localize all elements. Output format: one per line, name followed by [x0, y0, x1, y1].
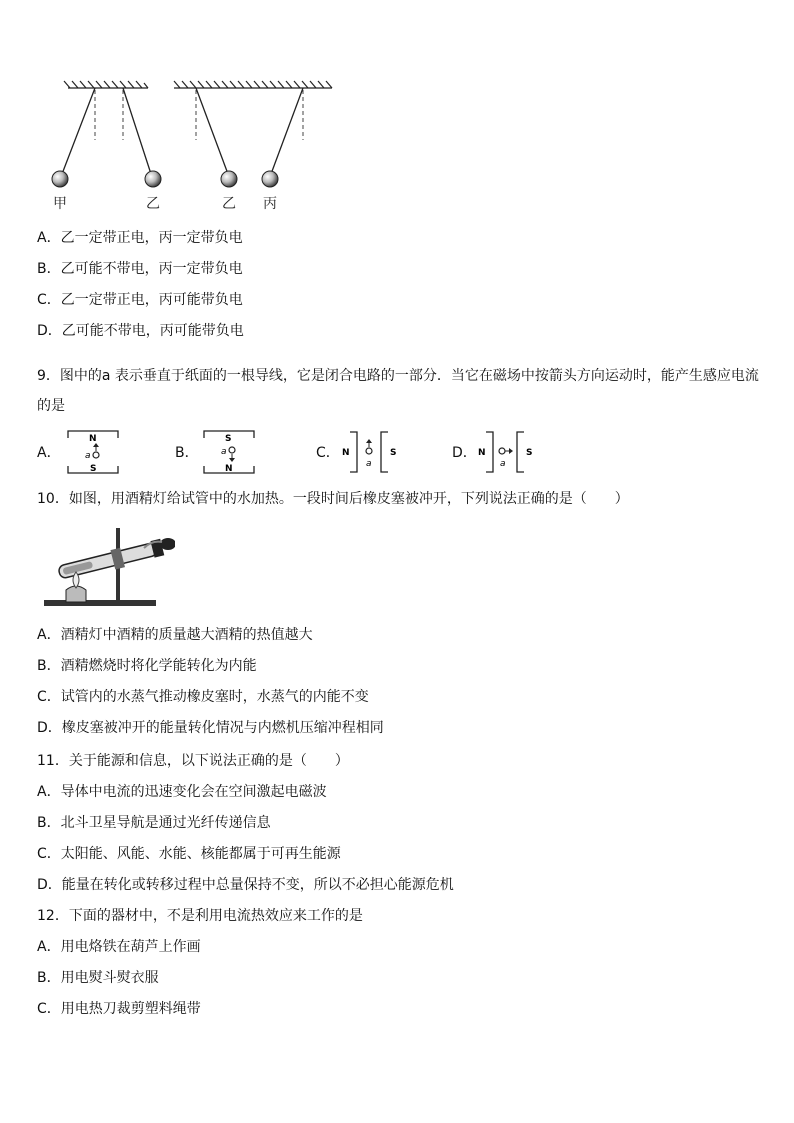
- q9-b-top-pole: S: [225, 434, 232, 444]
- ceiling-right: [174, 81, 332, 88]
- q9-c-right-pole: S: [390, 448, 397, 458]
- ceiling-left: [64, 81, 148, 88]
- alcohol-lamp-test-tube-figure: [40, 522, 175, 612]
- q9-a-wire: a: [85, 451, 91, 461]
- ball-bing: [262, 171, 278, 187]
- q8-option-c[interactable]: C．乙一定带正电，丙可能带负电: [37, 292, 243, 308]
- label-bing: 丙: [263, 196, 277, 212]
- ball-yi-left: [145, 171, 161, 187]
- q8-option-d[interactable]: D．乙可能不带电，丙可能带负电: [37, 323, 244, 339]
- q9-a-top-pole: N: [89, 434, 97, 444]
- q12-option-b[interactable]: B．用电熨斗熨衣服: [37, 970, 159, 986]
- q11-option-c[interactable]: C．太阳能、风能、水能、核能都属于可再生能源: [37, 846, 341, 862]
- q9-stem-cont: 的是: [37, 398, 65, 414]
- q9-b-bottom-pole: N: [225, 464, 233, 474]
- q10-stem: 10．如图，用酒精灯给试管中的水加热。一段时间后橡皮塞被冲开，下列说法正确的是（ ）: [37, 491, 629, 507]
- q9-stem: 9．图中的a 表示垂直于纸面的一根导线，它是闭合电路的一部分．当它在磁场中按箭头方向运动时，能产生感应电流: [37, 368, 759, 384]
- q12-option-c[interactable]: C．用电热刀裁剪塑料绳带: [37, 1001, 201, 1017]
- q9-option-b-figure: [198, 426, 278, 478]
- ball-yi-right: [221, 171, 237, 187]
- q8-option-b[interactable]: B．乙可能不带电，丙一定带负电: [37, 261, 243, 277]
- q9-d-right-pole: S: [526, 448, 533, 458]
- q10-option-c[interactable]: C．试管内的水蒸气推动橡皮塞时，水蒸气的内能不变: [37, 689, 369, 705]
- ball-jia: [52, 171, 68, 187]
- q9-d-left-pole: N: [478, 448, 486, 458]
- q9-option-c-figure: [338, 426, 408, 478]
- pendulum-figure: [50, 78, 350, 218]
- q9-option-b-label[interactable]: B．: [175, 445, 199, 461]
- q11-option-d[interactable]: D．能量在转化或转移过程中总量保持不变，所以不必担心能源危机: [37, 877, 454, 893]
- label-jia: 甲: [53, 196, 67, 212]
- q9-option-d-label[interactable]: D．: [452, 445, 477, 461]
- strings: [62, 88, 303, 174]
- q9-d-wire: a: [500, 459, 506, 469]
- q9-option-a-figure: [62, 426, 142, 478]
- q9-b-wire: a: [221, 447, 227, 457]
- q10-option-b[interactable]: B．酒精燃烧时将化学能转化为内能: [37, 658, 257, 674]
- q12-stem: 12．下面的器材中，不是利用电流热效应来工作的是: [37, 908, 363, 924]
- q10-option-d[interactable]: D．橡皮塞被冲开的能量转化情况与内燃机压缩冲程相同: [37, 720, 384, 736]
- q8-option-a[interactable]: A．乙一定带正电，丙一定带负电: [37, 230, 243, 246]
- q11-stem: 11．关于能源和信息，以下说法正确的是（ ）: [37, 753, 349, 769]
- q9-c-wire: a: [366, 459, 372, 469]
- q9-option-d-figure: [474, 426, 544, 478]
- label-yi-right: 乙: [222, 196, 236, 212]
- q9-a-bottom-pole: S: [90, 464, 97, 474]
- q11-option-b[interactable]: B．北斗卫星导航是通过光纤传递信息: [37, 815, 271, 831]
- q9-option-c-label[interactable]: C．: [316, 445, 340, 461]
- q12-option-a[interactable]: A．用电烙铁在葫芦上作画: [37, 939, 201, 955]
- q9-option-a-label[interactable]: A．: [37, 445, 61, 461]
- label-yi-left: 乙: [146, 196, 160, 212]
- q9-c-left-pole: N: [342, 448, 350, 458]
- q11-option-a[interactable]: A．导体中电流的迅速变化会在空间激起电磁波: [37, 784, 327, 800]
- q10-option-a[interactable]: A．酒精灯中酒精的质量越大酒精的热值越大: [37, 627, 313, 643]
